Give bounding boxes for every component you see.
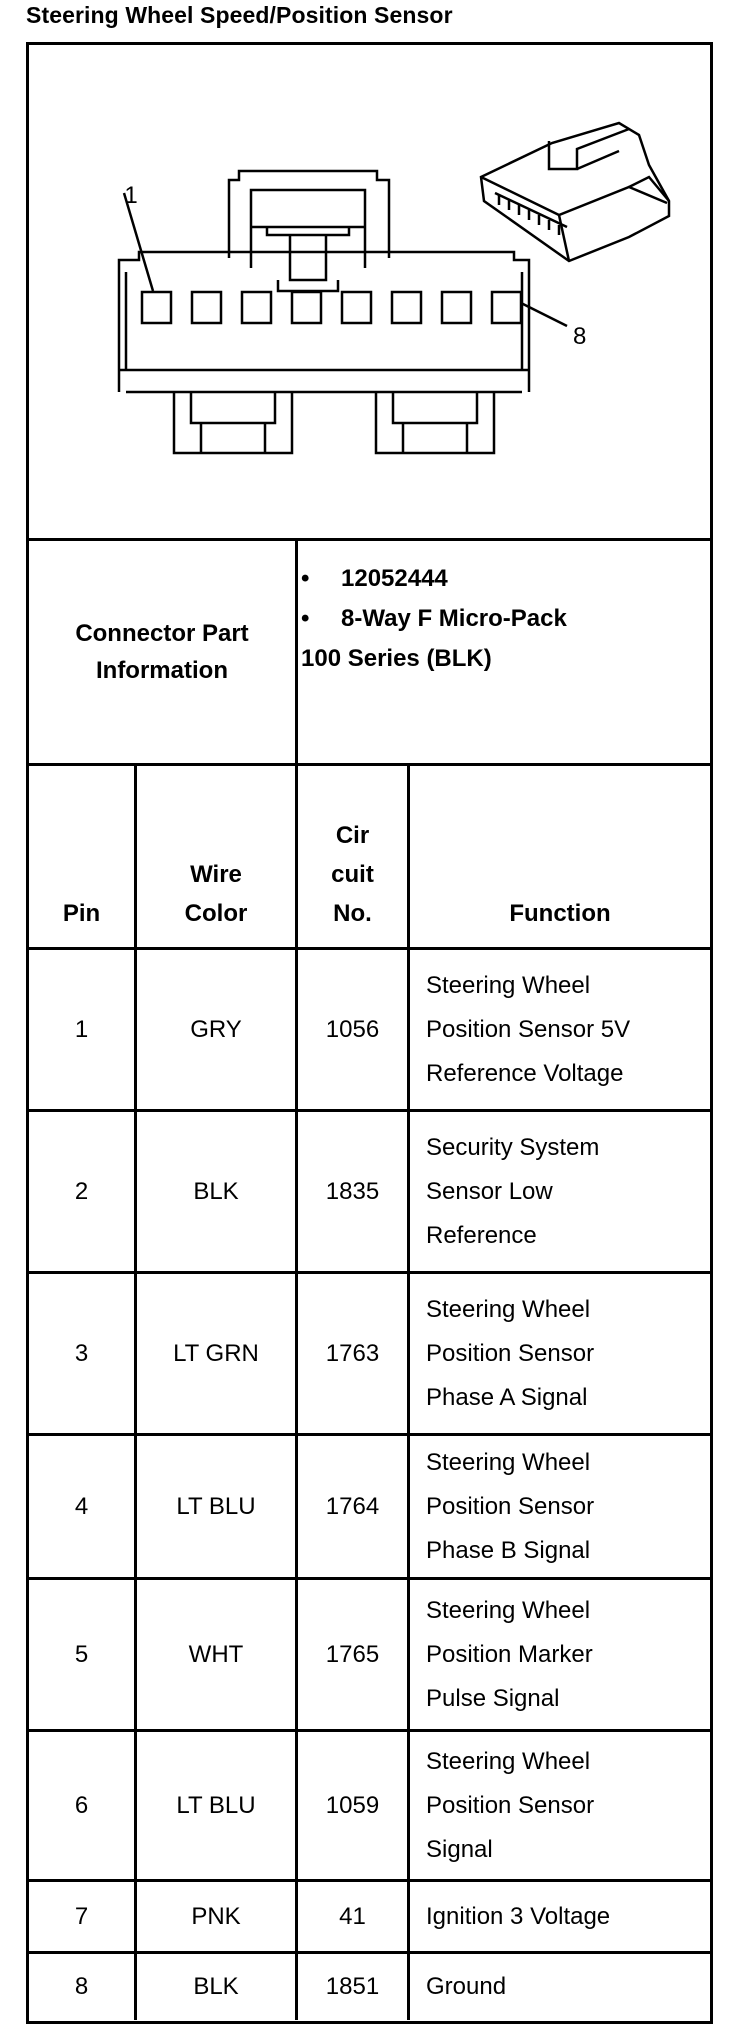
cell-wire-color: BLK [137,1954,298,2020]
cell-pin: 1 [29,950,137,1109]
table-header-row [29,766,710,950]
table-row [29,950,710,1112]
connector-description: 8-Way F Micro-Pack [341,605,567,632]
connector-table-frame [26,42,713,2024]
table-row [29,1882,710,1954]
bullet-icon: • [301,605,310,632]
cell-function: Ignition 3 Voltage [426,1902,611,1930]
cell-function: Security System Sensor Low Reference [426,1133,600,1249]
page-title: Steering Wheel Speed/Position Sensor [26,2,453,28]
connector-series: 100 Series (BLK) [301,645,492,672]
callout-label-pin-1: 1 [124,182,138,209]
cell-pin: 3 [29,1274,137,1433]
connector-diagram [29,45,710,541]
cell-wire-color: BLK [137,1112,298,1271]
cell-wire-color: LT BLU [137,1732,298,1879]
cell-pin: 7 [29,1882,137,1951]
header-circuit-no: Cir cuit No. [298,766,410,947]
cell-circuit-no: 1763 [298,1274,410,1433]
cell-wire-color: LT GRN [137,1274,298,1433]
cell-wire-color: PNK [137,1882,298,1951]
callout-label-pin-8: 8 [573,323,587,350]
cell-function: Steering Wheel Position Sensor 5V Reference Voltage [426,971,631,1087]
cell-wire-color: WHT [137,1580,298,1729]
info-label-line-2: Information [95,657,228,684]
cell-pin: 2 [29,1112,137,1271]
table-row [29,1954,710,2020]
cell-pin: 8 [29,1954,137,2020]
cell-pin: 4 [29,1436,137,1577]
header-pin: Pin [29,766,137,947]
connector-face-drawing [29,45,710,538]
cell-wire-color: LT BLU [137,1436,298,1577]
bullet-icon: • [301,565,310,592]
part-number: 12052444 [341,565,448,592]
connector-part-info-row [29,541,710,766]
cell-circuit-no: 1059 [298,1732,410,1879]
cell-function: Steering Wheel Position Sensor Signal [426,1747,595,1863]
pinout-table [29,766,710,2020]
cell-wire-color: GRY [137,950,298,1109]
cell-circuit-no: 1835 [298,1112,410,1271]
cell-pin: 6 [29,1732,137,1879]
table-row [29,1580,710,1732]
cell-pin: 5 [29,1580,137,1729]
cell-function: Steering Wheel Position Sensor Phase B Signal [426,1448,595,1564]
connector-part-info-label [29,541,298,763]
info-label-line-1: Connector Part [75,620,249,647]
cell-circuit-no: 41 [298,1882,410,1951]
table-row [29,1436,710,1580]
table-row [29,1274,710,1436]
cell-function: Steering Wheel Position Sensor Phase A Signal [426,1295,595,1411]
cell-circuit-no: 1765 [298,1580,410,1729]
header-function: Function [509,900,611,927]
cell-function: Ground [426,1973,507,2000]
cell-circuit-no: 1056 [298,950,410,1109]
cell-circuit-no: 1851 [298,1954,410,2020]
connector-part-info-value [301,559,701,679]
table-row [29,1732,710,1882]
cell-function: Steering Wheel Position Marker Pulse Signal [426,1596,593,1712]
header-wire-color: Wire Color [137,766,298,947]
table-row [29,1112,710,1274]
cell-circuit-no: 1764 [298,1436,410,1577]
